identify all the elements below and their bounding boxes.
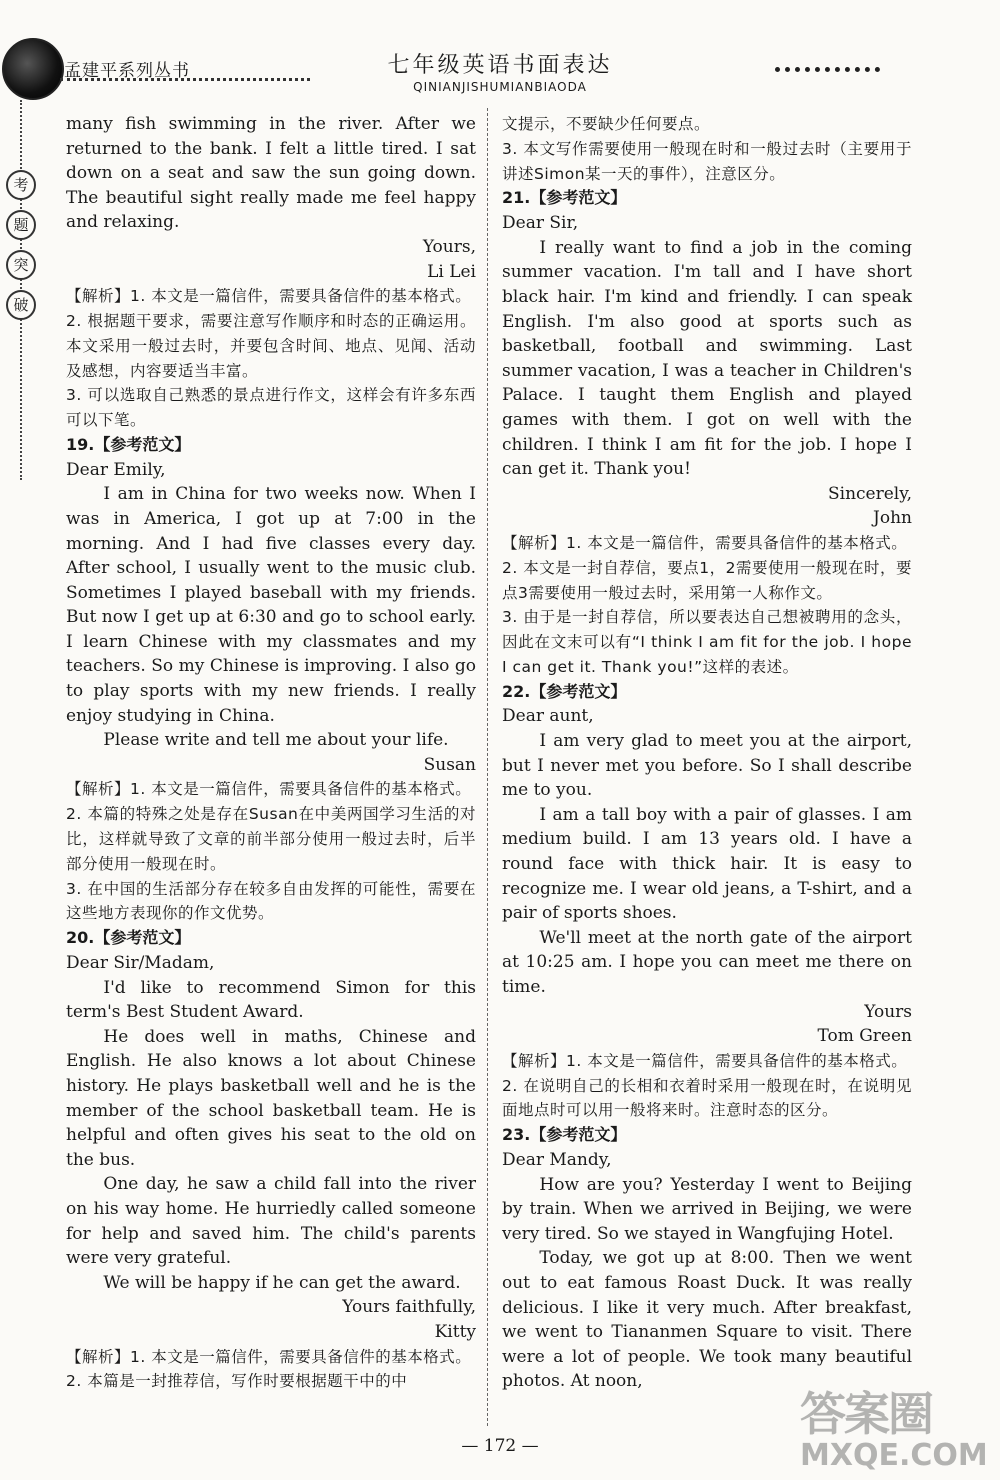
analysis-note: 【解析】1. 本文是一篇信件，需要具备信件的基本格式。 — [502, 1051, 908, 1070]
signature-line: Tom Green — [817, 1026, 912, 1047]
section-heading: 19.【参考范文】 — [66, 434, 191, 454]
watermark-line-1: 答案圈 — [800, 1387, 932, 1441]
book-title: 七年级英语书面表达 — [387, 53, 613, 78]
section-heading: 20.【参考范文】 — [66, 928, 191, 948]
analysis-note: 【解析】1. 本文是一篇信件，需要具备信件的基本格式。 — [66, 1347, 472, 1366]
side-tab-2: 题 — [6, 210, 36, 240]
text-line: many fish swimming in the river. After we returned to the bank. I felt a little tired. I sat down on a seat and saw the sun going down. The beautiful sight really made me feel happy and relaxing. — [66, 114, 476, 233]
paragraph: One day, he saw a child fall into the river on his way home. He hurriedly called someone for help and saved him. The child's parents were very grateful. — [66, 1174, 476, 1269]
signature-line: Susan — [423, 754, 476, 775]
paragraph: I'd like to recommend Simon for this term's Best Student Award. — [66, 977, 476, 1023]
text-line: Dear Sir, — [502, 213, 579, 234]
column-divider — [487, 108, 488, 1426]
section-heading: 23.【参考范文】 — [502, 1125, 627, 1145]
signature-line: Yours, — [422, 236, 476, 257]
paragraph: I am very glad to meet you at the airport, but I never met you before. So I shall describe me to you. — [502, 731, 912, 801]
analysis-note: 【解析】1. 本文是一篇信件，需要具备信件的基本格式。 — [66, 287, 472, 306]
analysis-note: 【解析】1. 本文是一篇信件，需要具备信件的基本格式。 — [66, 780, 472, 799]
section-heading: 22.【参考范文】 — [502, 681, 627, 701]
signature-line: Yours faithfully, — [342, 1297, 476, 1318]
paragraph: He does well in maths, Chinese and English. He also knows a lot about Chinese history. He plays basketball well and he is the member of the school basketball team. He is helpful and often gives his seat to the old on the bus. — [66, 1026, 476, 1170]
signature-line: John — [873, 508, 912, 529]
text-line: Dear Sir/Madam, — [66, 953, 215, 974]
page-header — [0, 0, 1000, 100]
analysis-note: 文提示，不要缺少任何要点。 — [502, 115, 711, 133]
analysis-note: 【解析】1. 本文是一篇信件，需要具备信件的基本格式。 — [502, 533, 908, 552]
text-line: Dear aunt, — [502, 706, 594, 727]
series-name: 孟建平系列丛书 — [64, 61, 190, 81]
side-tab-3: 突 — [6, 250, 36, 280]
analysis-note: 3. 本文写作需要使用一般现在时和一般过去时（主要用于讲述Simon某一天的事件），注意区分。 — [502, 139, 912, 183]
analysis-note: 3. 可以选取自己熟悉的景点进行作文，这样会有许多东西可以下笔。 — [66, 386, 476, 430]
signature-line: Li Lei — [427, 261, 476, 282]
right-column — [502, 112, 912, 1394]
text-line: Dear Emily, — [66, 459, 166, 480]
analysis-note: 3. 在中国的生活部分存在较多自由发挥的可能性，需要在这些地方表现你的作文优势。 — [66, 879, 476, 923]
left-column — [66, 112, 476, 1394]
analysis-note: 2. 根据题干要求，需要注意写作顺序和时态的正确运用。本文采用一般过去时，并要包含时间、地点、见闻、活动及感想，内容要适当丰富。 — [66, 311, 476, 380]
analysis-note: 2. 在说明自己的长相和衣着时采用一般现在时，在说明见面地点时可以用一般将来时。注意时态的区分。 — [502, 1076, 912, 1120]
section-heading: 21.【参考范文】 — [502, 188, 627, 208]
signature-line: Sincerely, — [828, 483, 912, 504]
paragraph: How are you? Yesterday I went to Beijing by train. When we arrived in Beijing, we were very tired. So we stayed in Wangfujing Hotel. — [502, 1174, 912, 1244]
watermark-logo — [800, 1378, 998, 1478]
signature-line: Kitty — [434, 1321, 476, 1342]
signature-line: Yours — [864, 1001, 912, 1022]
text-line: Dear Mandy, — [502, 1149, 612, 1170]
paragraph: Please write and tell me about your life. — [103, 730, 449, 751]
paragraph: I am a tall boy with a pair of glasses. I am medium build. I am 13 years old. I have a round face with thick hair. It is easy to recognize me. I wear old jeans, a T-shirt, and a pair of sports shoes. — [502, 804, 912, 924]
watermark-line-2: MXQE.COM — [800, 1438, 988, 1473]
book-title-pinyin: QINIANJISHUMIANBIAODA — [413, 80, 587, 94]
header-dots-right — [775, 67, 880, 72]
analysis-note: 2. 本篇是一封推荐信，写作时要根据题干中的中 — [66, 1372, 408, 1391]
analysis-note: 3. 由于是一封自荐信，所以要表达自己想被聘用的念头，因此在文末可以有“I think I am fit for the job. I hope I can get it. Thank you!”这样的表述。 — [502, 608, 912, 676]
paragraph: I am in China for two weeks now. When I was in America, I got up at 7:00 in the morning. And I had five classes every day. After school, I usually went to the music club. Sometimes I played baseball with my friends. But now I get up at 6:30 and go to school early. I learn Chinese with my classmates and my teachers. So my Chinese is improving. I also go to play sports with my new friends. I really enjoy studying in China. — [66, 484, 476, 726]
paragraph: Today, we got up at 8:00. Then we went out to eat famous Roast Duck. It was really delicious. I like it very much. After breakfast, we went to Tiananmen Square to visit. There were a lot of people. We took many beautiful photos. At noon, — [502, 1248, 912, 1392]
page-number: — 172 — — [461, 1436, 539, 1456]
side-tab-4: 破 — [6, 290, 36, 320]
analysis-note: 2. 本篇的特殊之处是存在Susan在中美两国学习生活的对比，这样就导致了文章的前半部分使用一般过去时，后半部分使用一般现在时。 — [66, 805, 476, 873]
side-tab-1: 考 — [6, 170, 36, 200]
analysis-note: 2. 本文是一封自荐信，要点1，2需要使用一般现在时，要点3需要使用一般过去时，采用第一人称作文。 — [502, 558, 912, 602]
paragraph: I really want to find a job in the coming summer vacation. I'm tall and I have short black hair. I'm kind and friendly. I can speak English. I'm also good at sports such as basketball, football and swimming. Last summer vacation, I was a teacher in Children's Palace. I taught them English and played games with them. I got on well with the children. I think I am fit for the job. I hope I can get it. Thank you! — [502, 237, 912, 480]
paragraph: We will be happy if he can get the award. — [103, 1272, 461, 1293]
paragraph: We'll meet at the north gate of the airport at 10:25 am. I hope you can meet me there on time. — [502, 927, 912, 998]
